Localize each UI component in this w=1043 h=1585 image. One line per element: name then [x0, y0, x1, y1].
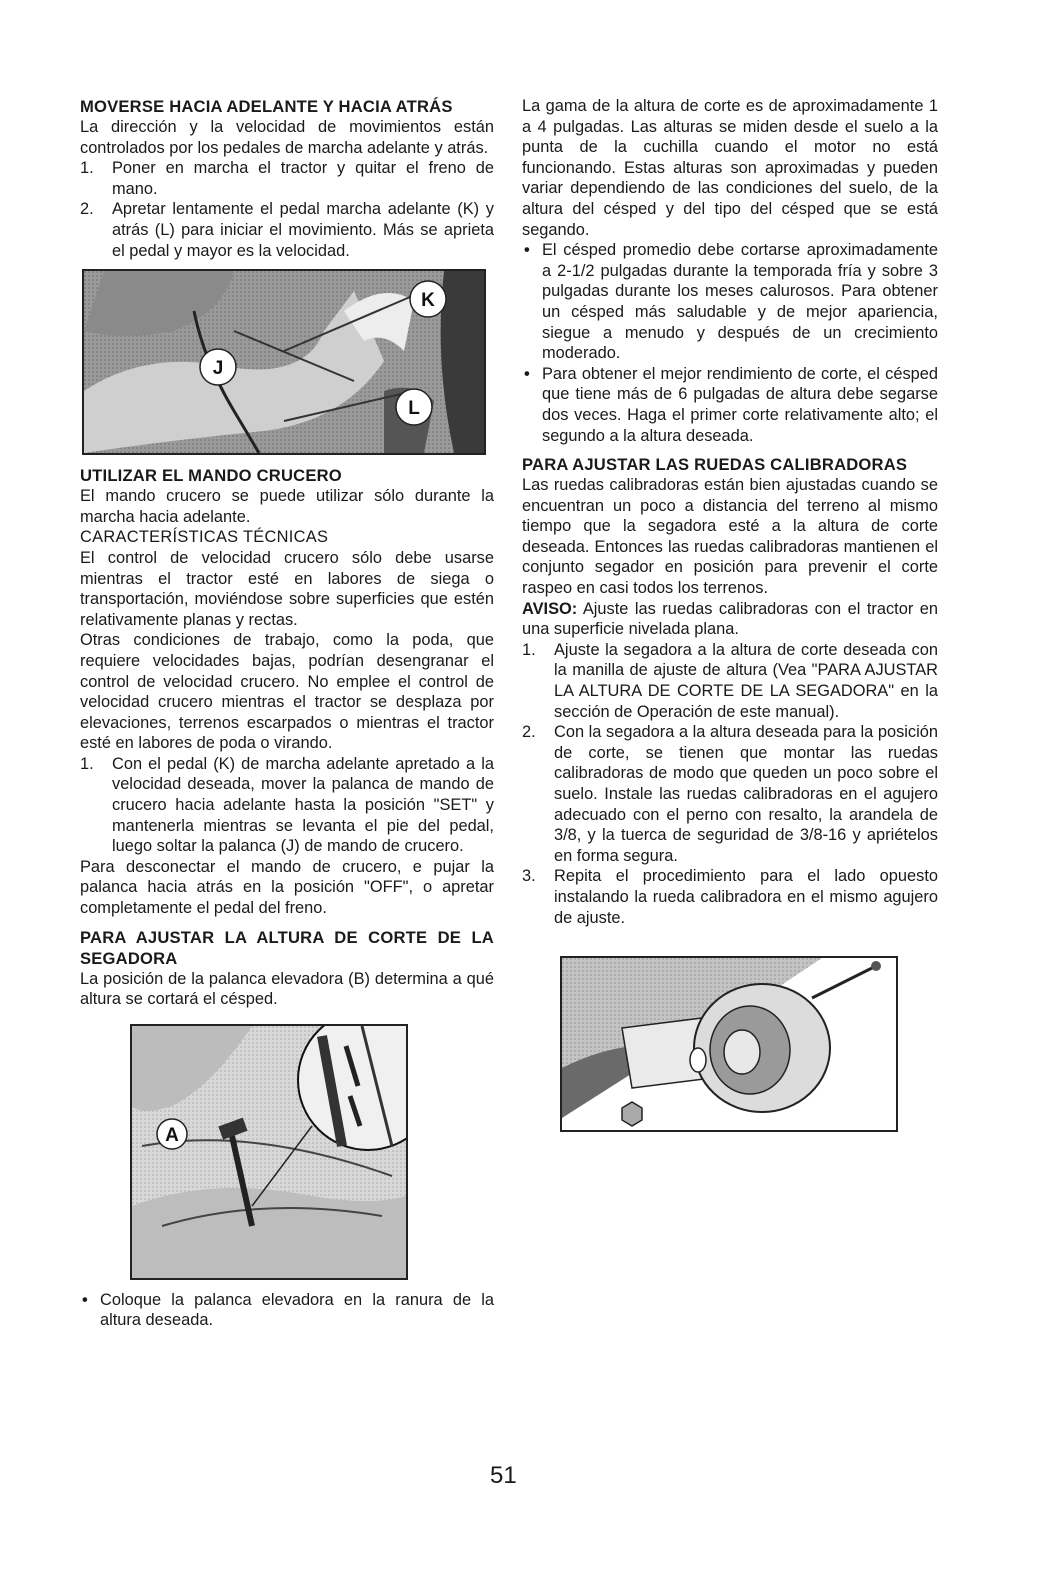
list-item	[522, 722, 938, 866]
page-number: 51	[490, 1462, 517, 1489]
list-item	[522, 240, 938, 364]
step-text: Con la segadora a la altura deseada para la posición de corte, se tienen que montar las ruedas calibradoras de modo que queden un poco sobre el suelo. Instale las ruedas calibradoras en el agujero adecuado con el perno con resalto, la arandela de 3/8, y la tuerca de seguridad de 3/8-16 y apriételos en forma segura.	[554, 723, 938, 865]
section-title-gauge-wheels: PARA AJUSTAR LAS RUEDAS CALIBRADORAS	[522, 455, 908, 475]
step-text: Repita el procedimiento para el lado opuesto instalando la rueda calibradora en el mismo agujero de ajuste.	[554, 867, 938, 927]
bullet-marker: •	[82, 1290, 88, 1309]
list-item	[522, 866, 938, 928]
lift-lever-figure	[130, 1024, 408, 1280]
warning-label: AVISO:	[522, 599, 578, 618]
lift-lever-illustration	[132, 1026, 406, 1278]
paragraph: La gama de la altura de corte es de aproximadamente 1 a 4 pulgadas. Las alturas se miden desde el suelo a la punta de la cuchilla cuando el motor no está funcionando. Estas alturas son aproximadas y pueden variar dependiendo de las condiciones del suelo, de la altura del césped y del tipo del césped que se está segando.	[522, 97, 938, 239]
warning-text: Ajuste las ruedas calibradoras con el tractor en una superficie nivelada plana.	[522, 599, 938, 639]
list-item	[522, 640, 938, 722]
steps-list	[80, 754, 494, 857]
paragraph: La dirección y la velocidad de movimientos están controlados por los pedales de marcha adelante y atrás.	[80, 118, 494, 157]
paragraph: El mando crucero se puede utilizar sólo durante la marcha hacia adelante.	[80, 487, 494, 526]
callout-a: A	[165, 1124, 179, 1146]
bullet-marker: •	[524, 241, 530, 260]
section-title-forward-reverse: MOVERSE HACIA ADELANTE Y HACIA ATRÁS	[80, 97, 453, 116]
right-column	[522, 96, 938, 1132]
bullet-list	[522, 240, 938, 446]
step-number: 3.	[522, 867, 536, 886]
steps-list	[80, 158, 494, 261]
paragraph: El control de velocidad crucero sólo debe usarse mientras el tractor esté en labores de siega o transportación, moviéndose sobre superficies que estén relativamente planas y rectas.	[80, 548, 494, 629]
step-number: 1.	[80, 159, 94, 178]
step-number: 2.	[80, 200, 94, 219]
steps-list	[522, 640, 938, 928]
step-number: 2.	[522, 723, 536, 742]
bullet-text: Coloque la palanca elevadora en la ranura de la altura deseada.	[100, 1290, 494, 1330]
pedals-illustration	[84, 271, 484, 453]
list-item	[80, 158, 494, 199]
gauge-wheel-illustration	[562, 958, 896, 1130]
gauge-wheel-figure	[560, 956, 898, 1132]
paragraph: Para desconectar el mando de crucero, e pujar la palanca hacia atrás en la posición "OFF", o apretar completamente el pedal del freno.	[80, 857, 494, 918]
left-column	[80, 96, 494, 1331]
bullet-list	[80, 1290, 494, 1331]
section-title-cruise-control: UTILIZAR EL MANDO CRUCERO	[80, 466, 342, 486]
list-item	[80, 1290, 494, 1331]
list-item	[80, 199, 494, 261]
warning-paragraph	[522, 599, 938, 640]
paragraph: Otras condiciones de trabajo, como la poda, que requiere velocidades bajas, podrían desengranar el control de velocidad crucero. No emplee el control de velocidad crucero mientras el tractor se desplaza por elevaciones, terrenos escarpados o mientras el tractor esté en labores de poda o virando.	[80, 631, 494, 753]
step-number: 1.	[522, 640, 536, 659]
list-item	[522, 364, 938, 446]
step-text: Apretar lentamente el pedal marcha adelante (K) y atrás (L) para iniciar el movimiento. Más se aprieta el pedal y mayor es la velocidad.	[112, 200, 494, 260]
bullet-text: El césped promedio debe cortarse aproximadamente a 2-1/2 pulgadas durante la temporada fría y sobre 3 pulgadas durante los meses calurosos. Para obtener un césped más saludable y de mejor apariencia, siegue a menudo y después de un crecimiento moderado.	[542, 241, 938, 363]
pedals-figure	[82, 269, 486, 455]
paragraph: La posición de la palanca elevadora (B) determina a qué altura se cortará el césped.	[80, 969, 494, 1009]
section-title-cutting-height: PARA AJUSTAR LA ALTURA DE CORTE DE LA SEGADORA	[80, 927, 494, 968]
step-number: 1.	[80, 754, 94, 773]
subtitle-technical: CARACTERÍSTICAS TÉCNICAS	[80, 528, 329, 547]
callout-j: J	[212, 358, 224, 380]
paragraph: Las ruedas calibradoras están bien ajustadas cuando se encuentran un poco a distancia del terreno al mismo tiempo que la segadora esté a la altura de corte deseada. Entonces las ruedas calibradoras mantienen el conjunto segador en posición para prevenir el corte raspeo en casi todos los terrenos.	[522, 476, 938, 598]
list-item	[80, 754, 494, 857]
callout-l: L	[408, 398, 420, 420]
step-text: Poner en marcha el tractor y quitar el freno de mano.	[112, 159, 494, 198]
bullet-marker: •	[524, 364, 530, 383]
step-text: Ajuste la segadora a la altura de corte deseada con la manilla de ajuste de altura (Vea "PARA AJUSTAR LA ALTURA DE CORTE DE LA SEGADORA" en la sección de Operación de este manual).	[554, 640, 938, 721]
callout-k: K	[421, 290, 435, 312]
step-text: Con el pedal (K) de marcha adelante apretado a la velocidad deseada, mover la palanca de mando de crucero hacia adelante hasta la posición "SET" y mantenerla mientras se levanta el pie del pedal, luego soltar la palanca (J) de mando de crucero.	[112, 754, 494, 856]
bullet-text: Para obtener el mejor rendimiento de corte, el césped que tiene más de 6 pulgadas de altura debe segarse dos veces. Haga el primer corte relativamente alto; el segundo a la altura deseada.	[542, 364, 938, 445]
